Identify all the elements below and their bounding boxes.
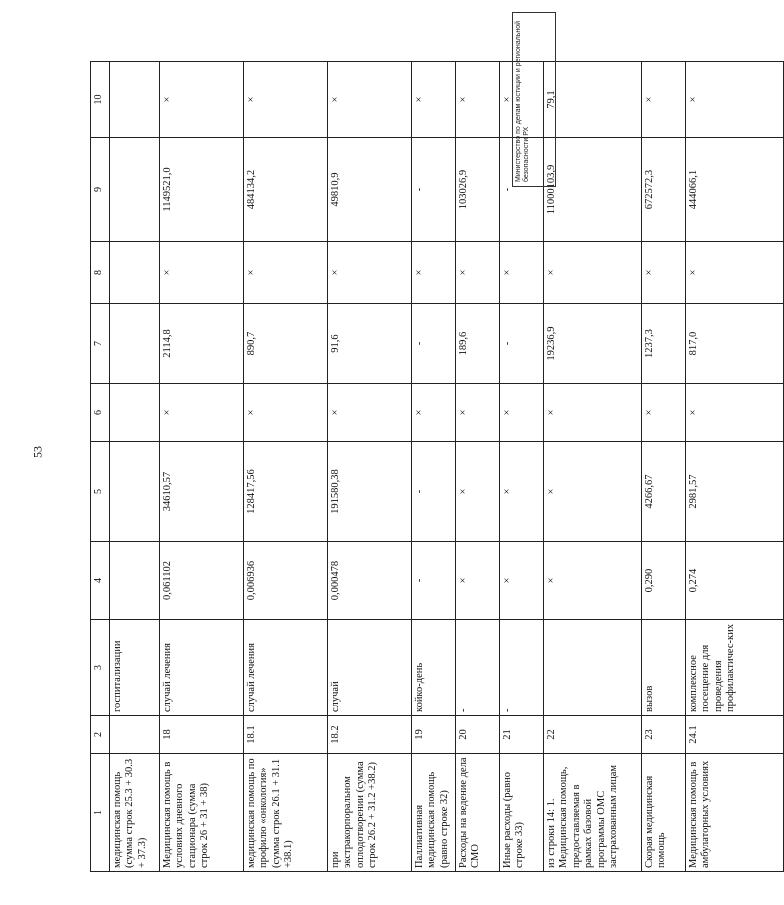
- table-cell: 1237,3: [642, 304, 686, 384]
- header-cell: 5: [91, 442, 110, 542]
- table-row: [412, 62, 456, 872]
- table-cell: ×: [500, 384, 544, 442]
- table-cell: ×: [642, 384, 686, 442]
- table-cell: ×: [544, 384, 642, 442]
- table-row: [110, 62, 160, 872]
- table-cell: ×: [456, 384, 500, 442]
- table-cell: 191580,38: [328, 442, 412, 542]
- table-cell: Скорая медицинская помощь: [642, 754, 686, 872]
- table-cell: ×: [500, 62, 544, 138]
- table-cell: Иные расходы (равно строке 33): [500, 754, 544, 872]
- header-cell: 6: [91, 384, 110, 442]
- table-cell: 103026,9: [456, 138, 500, 242]
- table-cell: 49810,9: [328, 138, 412, 242]
- table-cell: [110, 138, 160, 242]
- table-cell: при экстракорпоральном оплодотворении (сумма строк 26.2 + 31.2 +38.2): [328, 754, 412, 872]
- table-cell: -: [412, 138, 456, 242]
- table-cell: 18: [160, 716, 244, 754]
- table-row: [160, 62, 244, 872]
- table-cell: 19236,9: [544, 304, 642, 384]
- header-cell: 1: [91, 754, 110, 872]
- table-row: [456, 62, 500, 872]
- table-cell: ×: [456, 242, 500, 304]
- header-cell: 10: [91, 62, 110, 138]
- table-cell: ×: [544, 242, 642, 304]
- table-cell: 0,274: [686, 542, 784, 620]
- table-cell: ×: [160, 242, 244, 304]
- header-cell: 2: [91, 716, 110, 754]
- table-cell: ×: [328, 62, 412, 138]
- table-cell: ×: [412, 384, 456, 442]
- table-cell: 18.2: [328, 716, 412, 754]
- header-cell: 7: [91, 304, 110, 384]
- table-cell: ×: [456, 442, 500, 542]
- table-cell: Расходы на ведение дела СМО: [456, 754, 500, 872]
- table-cell: [110, 384, 160, 442]
- table-cell: 0,006936: [244, 542, 328, 620]
- table-cell: ×: [160, 384, 244, 442]
- table-cell: Паллиативная медицинская помощь (равно строке 32): [412, 754, 456, 872]
- table-cell: случай лечения: [244, 620, 328, 716]
- table-cell: ×: [244, 242, 328, 304]
- table-cell: ×: [500, 442, 544, 542]
- table-cell: 22: [544, 716, 642, 754]
- table-row: [544, 62, 642, 872]
- table-cell: комплексное посещение для проведения профилактичес-ких: [686, 620, 784, 716]
- table-cell: 1149521,0: [160, 138, 244, 242]
- table-cell: 11000103,9: [544, 138, 642, 242]
- table-cell: 91,6: [328, 304, 412, 384]
- table-cell: ×: [544, 542, 642, 620]
- table-cell: -: [412, 442, 456, 542]
- table-cell: -: [500, 138, 544, 242]
- table-cell: 21: [500, 716, 544, 754]
- table-cell: 23: [642, 716, 686, 754]
- table-cell: госпитализации: [110, 620, 160, 716]
- table-cell: 24.1: [686, 716, 784, 754]
- page-number: 53: [30, 446, 45, 458]
- table-cell: 4266,67: [642, 442, 686, 542]
- table-cell: [110, 542, 160, 620]
- table-cell: -: [500, 620, 544, 716]
- table-cell: ×: [456, 542, 500, 620]
- table-cell: из строки 14: 1. Медицинская помощь, предоставляемая в рамках базовой программы ОМС застрахованным лицам: [544, 754, 642, 872]
- header-row: [91, 62, 110, 872]
- table-cell: 189,6: [456, 304, 500, 384]
- table-cell: вызов: [642, 620, 686, 716]
- table-cell: [544, 620, 642, 716]
- table-cell: 484134,2: [244, 138, 328, 242]
- table-cell: ×: [328, 384, 412, 442]
- table-cell: 0,290: [642, 542, 686, 620]
- table-cell: 444066,1: [686, 138, 784, 242]
- table-cell: [110, 716, 160, 754]
- table-cell: [110, 242, 160, 304]
- table-row: [686, 62, 784, 872]
- table-cell: Медицинская помощь в условиях дневного стационара (сумма строк 26 + 31 + 38): [160, 754, 244, 872]
- table-row: [642, 62, 686, 872]
- data-table: [90, 61, 784, 872]
- table-cell: -: [456, 620, 500, 716]
- table-cell: ×: [456, 62, 500, 138]
- table-cell: -: [412, 542, 456, 620]
- table-cell: [110, 62, 160, 138]
- table-cell: 18.1: [244, 716, 328, 754]
- table-cell: ×: [328, 242, 412, 304]
- table-cell: ×: [544, 442, 642, 542]
- registration-stamp: Министерство по делам юстиции и региональной безопасности РХ: [512, 12, 556, 187]
- table-cell: 817,0: [686, 304, 784, 384]
- table-cell: койко-день: [412, 620, 456, 716]
- table-cell: ×: [642, 62, 686, 138]
- table-cell: случай: [328, 620, 412, 716]
- table-cell: ×: [686, 242, 784, 304]
- table-cell: ×: [686, 62, 784, 138]
- table-cell: 890,7: [244, 304, 328, 384]
- table-cell: ×: [244, 384, 328, 442]
- table-cell: -: [500, 304, 544, 384]
- table-cell: Медицинская помощь в амбулаторных условиях: [686, 754, 784, 872]
- header-cell: 9: [91, 138, 110, 242]
- table-cell: ×: [500, 542, 544, 620]
- table-cell: ×: [244, 62, 328, 138]
- table-cell: ×: [412, 242, 456, 304]
- header-cell: 8: [91, 242, 110, 304]
- table-row: [328, 62, 412, 872]
- table-cell: ×: [642, 242, 686, 304]
- table-cell: 672572,3: [642, 138, 686, 242]
- table-cell: 2114,8: [160, 304, 244, 384]
- table-cell: ×: [500, 242, 544, 304]
- table-cell: 2981,57: [686, 442, 784, 542]
- table-cell: случай лечения: [160, 620, 244, 716]
- rotated-content: [90, 20, 737, 872]
- table-cell: ×: [686, 384, 784, 442]
- table-cell: 20: [456, 716, 500, 754]
- table-cell: 0,000478: [328, 542, 412, 620]
- table-cell: [110, 304, 160, 384]
- table-cell: 34610,57: [160, 442, 244, 542]
- table-cell: медицинская помощь по профилю «онкология» (сумма строк 26.1 + 31.1 +38.1): [244, 754, 328, 872]
- header-cell: 4: [91, 542, 110, 620]
- table-cell: [110, 442, 160, 542]
- table-cell: 0,061102: [160, 542, 244, 620]
- table-cell: 19: [412, 716, 456, 754]
- table-cell: -: [412, 304, 456, 384]
- table-cell: 79,1: [544, 62, 642, 138]
- table-cell: медицинская помощь (сумма строк 25.3 + 30.3 + 37.3): [110, 754, 160, 872]
- table-cell: 128417,56: [244, 442, 328, 542]
- header-cell: 3: [91, 620, 110, 716]
- table-cell: ×: [160, 62, 244, 138]
- table-row: [244, 62, 328, 872]
- table-cell: ×: [412, 62, 456, 138]
